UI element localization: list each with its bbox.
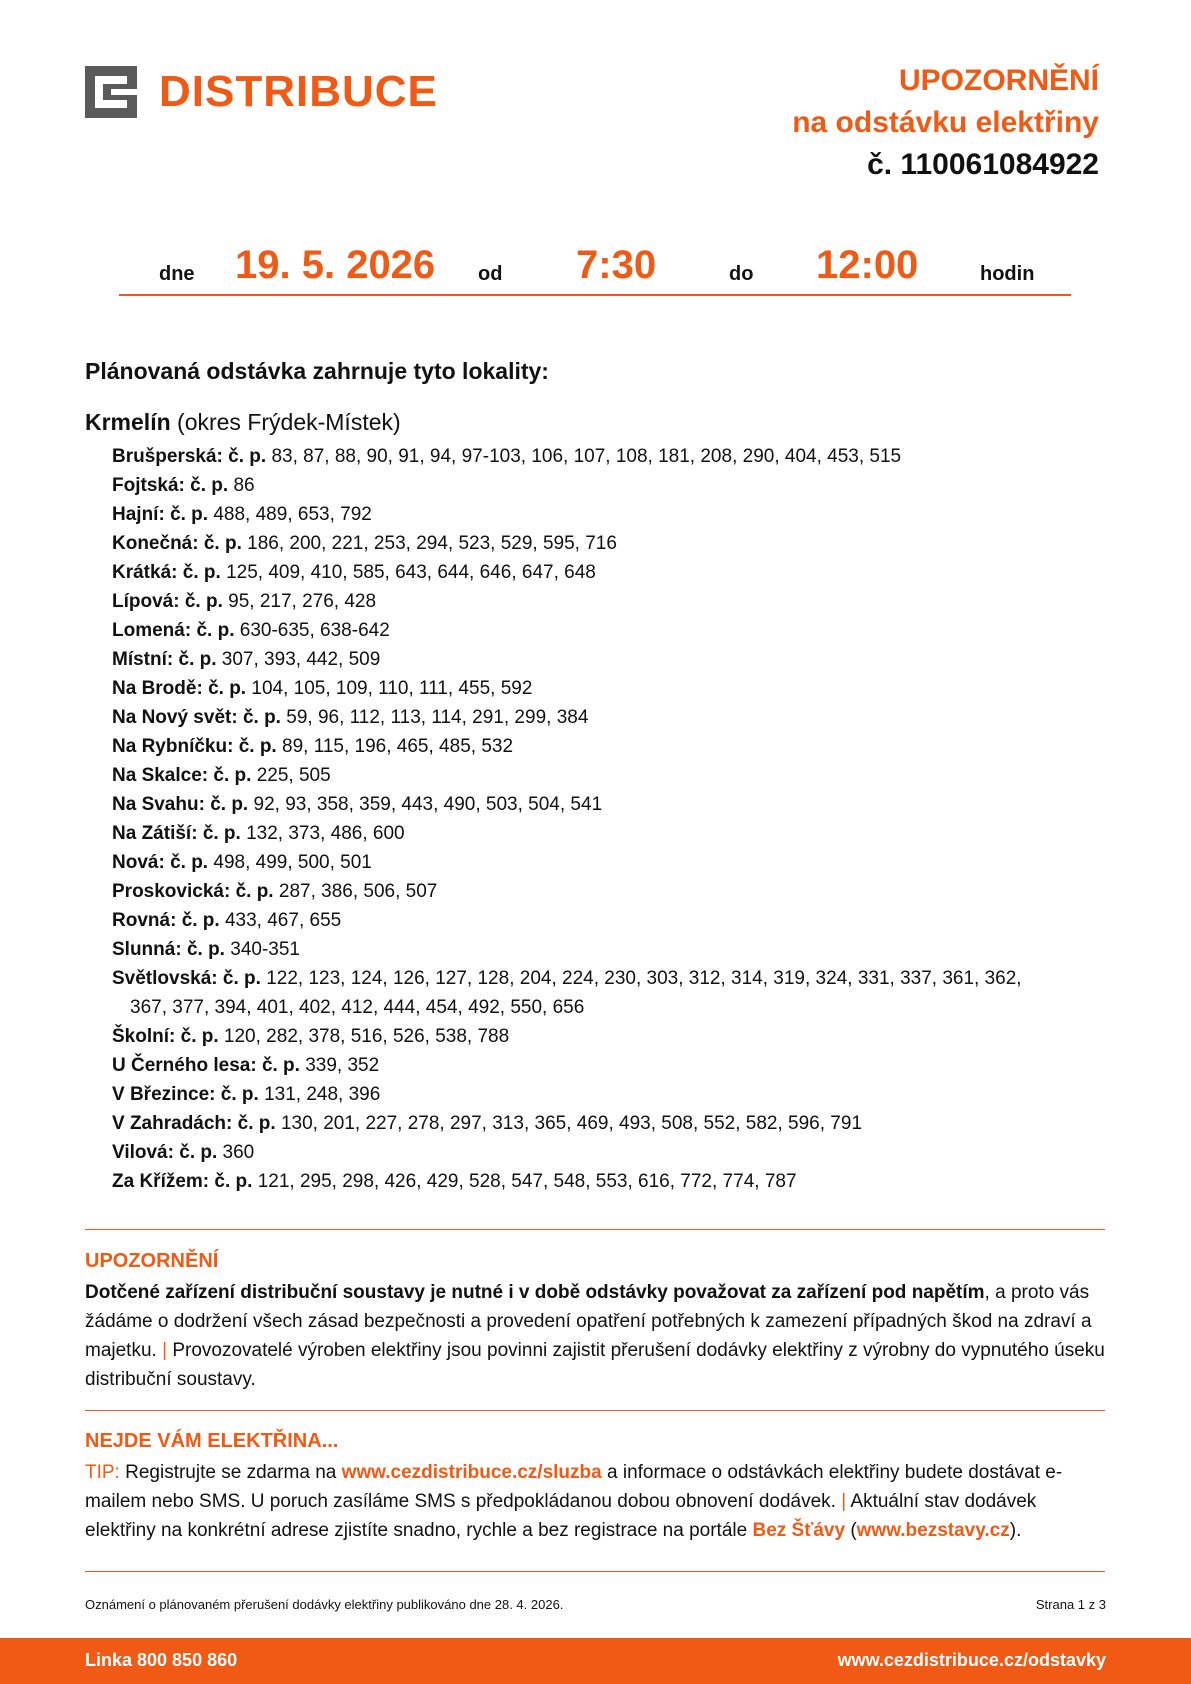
hotline: Linka 800 850 860	[85, 1650, 238, 1670]
house-numbers: 131, 248, 396	[264, 1084, 381, 1105]
house-numbers: 498, 499, 500, 501	[213, 852, 372, 873]
cp-label: č. p.	[181, 910, 220, 931]
separator: |	[841, 1491, 847, 1512]
cp-label: č. p.	[228, 446, 267, 467]
street-row	[112, 1080, 1072, 1109]
street-name: Proskovická:	[112, 881, 231, 902]
town-district: (okres Frýdek-Místek)	[170, 409, 401, 435]
divider	[85, 1410, 1105, 1411]
street-name: Na Skalce:	[112, 765, 209, 786]
cp-label: č. p.	[210, 794, 249, 815]
street-row	[112, 1109, 1072, 1138]
cp-label: č. p.	[170, 852, 209, 873]
street-row	[112, 790, 1072, 819]
no-power-title: NEJDE VÁM ELEKTŘINA...	[85, 1430, 339, 1452]
cp-label: č. p.	[179, 1142, 218, 1163]
from-label: od	[478, 263, 503, 285]
street-row	[112, 1051, 1072, 1080]
cp-label: č. p.	[180, 1026, 219, 1047]
outage-date: 19. 5. 2026	[235, 243, 436, 287]
street-name: Za Křížem:	[112, 1171, 210, 1192]
street-name: Školní:	[112, 1026, 176, 1047]
street-name: Místní:	[112, 649, 174, 670]
cp-label: č. p.	[214, 1171, 253, 1192]
cp-label: č. p.	[196, 620, 235, 641]
separator: |	[162, 1340, 168, 1361]
house-numbers: 360	[222, 1142, 255, 1163]
cp-label: č. p.	[238, 736, 277, 757]
portal-name: Bez Šťávy	[752, 1520, 846, 1541]
warning-text	[85, 1278, 1110, 1394]
paren-open: (	[850, 1520, 857, 1541]
cp-label: č. p.	[202, 823, 241, 844]
logo-mark-icon	[85, 66, 137, 118]
street-row	[112, 616, 1072, 645]
street-name: Slunná:	[112, 939, 182, 960]
cp-label: č. p.	[203, 533, 242, 554]
publication-note: Oznámení o plánovaném přerušení dodávky elektřiny publikováno dne 28. 4. 2026.	[85, 1597, 564, 1612]
house-numbers-continued: 367, 377, 394, 401, 402, 412, 444, 454, 492, 550, 656	[130, 997, 585, 1018]
tip-label: TIP:	[85, 1462, 120, 1483]
outage-schedule	[119, 238, 1071, 296]
no-power-text	[85, 1458, 1110, 1545]
house-numbers: 122, 123, 124, 126, 127, 128, 204, 224, 230, 303, 312, 314, 319, 324, 331, 337, 361, 362,	[266, 968, 1022, 989]
house-numbers: 433, 467, 655	[224, 910, 342, 931]
street-row	[112, 877, 1072, 906]
hours-label: hodin	[980, 263, 1035, 285]
no-power-text-1: Registrujte se zdarma na	[125, 1462, 337, 1483]
cp-label: č. p.	[237, 1113, 276, 1134]
footer-website-link[interactable]: www.cezdistribuce.cz/odstavky	[837, 1650, 1106, 1670]
cp-label: č. p.	[186, 939, 225, 960]
portal-link[interactable]: www.bezstavy.cz	[856, 1520, 1010, 1541]
house-numbers: 339, 352	[305, 1055, 380, 1076]
street-name: V Zahradách:	[112, 1113, 233, 1134]
paren-close: ).	[1009, 1520, 1022, 1541]
house-numbers: 125, 409, 410, 585, 643, 644, 646, 647, 648	[226, 562, 596, 583]
street-name: Vilová:	[112, 1142, 174, 1163]
cp-label: č. p.	[190, 475, 229, 496]
company-logo	[85, 65, 438, 119]
street-row	[112, 848, 1072, 877]
cp-label: č. p.	[242, 707, 281, 728]
street-name: Na Brodě:	[112, 678, 203, 699]
cp-label: č. p.	[261, 1055, 300, 1076]
house-numbers: 95, 217, 276, 428	[228, 591, 377, 612]
house-numbers: 287, 386, 506, 507	[278, 881, 438, 902]
footer-bar	[0, 1638, 1191, 1684]
street-row	[112, 935, 1072, 964]
town-name: Krmelín	[85, 409, 171, 435]
cp-label: č. p.	[220, 1084, 259, 1105]
street-name: Na Zátiší:	[112, 823, 198, 844]
house-numbers: 488, 489, 653, 792	[213, 504, 372, 525]
cp-label: č. p.	[235, 881, 274, 902]
street-row	[112, 587, 1072, 616]
street-row	[112, 819, 1072, 848]
divider	[85, 1229, 1105, 1230]
notice-title-line2: na odstávku elektřiny	[792, 106, 1099, 139]
street-row	[112, 529, 1072, 558]
street-name: Nová:	[112, 852, 165, 873]
street-list	[112, 442, 1072, 1196]
localities-heading: Plánovaná odstávka zahrnuje tyto lokality:	[85, 358, 549, 384]
street-row	[112, 1138, 1072, 1167]
street-name: U Černého lesa:	[112, 1055, 257, 1076]
page-number: Strana 1 z 3	[1035, 1597, 1106, 1612]
street-name: Krátká:	[112, 562, 178, 583]
house-numbers: 59, 96, 112, 113, 114, 291, 299, 384	[286, 707, 589, 728]
cp-label: č. p.	[170, 504, 209, 525]
street-row	[112, 1167, 1072, 1196]
warning-title: UPOZORNĚNÍ	[85, 1250, 219, 1272]
outage-to-time: 12:00	[816, 243, 919, 287]
street-row	[112, 674, 1072, 703]
warning-text-2: Provozovatelé výroben elektřiny jsou povinni zajistit přerušení dodávky elektřiny z výrobny do vypnutého úseku distribuční soustavy.	[85, 1340, 1105, 1390]
house-numbers: 307, 393, 442, 509	[221, 649, 381, 670]
street-name: Na Rybníčku:	[112, 736, 234, 757]
no-power-text-2: a informace o odstávkách elektřiny budete dostávat e-mailem nebo SMS. U poruch zasíláme SMS s předpokládanou dobou obnovení dodávek.	[85, 1462, 1063, 1512]
street-row	[112, 471, 1072, 500]
to-label: do	[729, 263, 754, 285]
street-row	[112, 906, 1072, 935]
notice-number: č. 110061084922	[867, 148, 1099, 181]
street-name: Lípová:	[112, 591, 180, 612]
street-name: Konečná:	[112, 533, 199, 554]
cp-label: č. p.	[222, 968, 261, 989]
street-row	[112, 645, 1072, 674]
house-numbers: 86	[233, 475, 255, 496]
cp-label: č. p.	[178, 649, 217, 670]
street-row	[112, 964, 1072, 1022]
house-numbers: 89, 115, 196, 465, 485, 532	[282, 736, 514, 757]
street-name: Na Svahu:	[112, 794, 205, 815]
street-name: V Březince:	[112, 1084, 216, 1105]
street-name: Na Nový svět:	[112, 707, 238, 728]
house-numbers: 186, 200, 221, 253, 294, 523, 529, 595, 716	[247, 533, 617, 554]
house-numbers: 120, 282, 378, 516, 526, 538, 788	[223, 1026, 510, 1047]
street-row	[112, 761, 1072, 790]
logo-text: DISTRIBUCE	[159, 67, 438, 116]
warning-text-1: , a proto vás žádáme o dodržení všech zásad bezpečnosti a provedení opatření potřebných k zamezení případných škod na zdraví a majetku.	[85, 1282, 1092, 1361]
street-name: Hajní:	[112, 504, 165, 525]
town-line	[85, 409, 401, 436]
notice-title	[792, 60, 1099, 186]
house-numbers: 225, 505	[256, 765, 331, 786]
house-numbers: 104, 105, 109, 110, 111, 455, 592	[251, 678, 533, 699]
cp-label: č. p.	[208, 678, 247, 699]
house-numbers: 92, 93, 358, 359, 443, 490, 503, 504, 541	[253, 794, 603, 815]
warning-bold-text: Dotčené zařízení distribuční soustavy je nutné i v době odstávky považovat za zařízení pod napětím	[85, 1282, 985, 1303]
house-numbers: 121, 295, 298, 426, 429, 528, 547, 548, 553, 616, 772, 774, 787	[257, 1171, 797, 1192]
street-row	[112, 500, 1072, 529]
street-row	[112, 732, 1072, 761]
house-numbers: 130, 201, 227, 278, 297, 313, 365, 469, 493, 508, 552, 582, 596, 791	[280, 1113, 863, 1134]
street-row	[112, 703, 1072, 732]
street-row	[112, 442, 1072, 471]
registration-link[interactable]: www.cezdistribuce.cz/sluzba	[341, 1462, 602, 1483]
house-numbers: 340-351	[230, 939, 300, 960]
street-row	[112, 1022, 1072, 1051]
notice-title-line1: UPOZORNĚNÍ	[898, 64, 1099, 97]
house-numbers: 132, 373, 486, 600	[246, 823, 405, 844]
street-name: Světlovská:	[112, 968, 218, 989]
date-label: dne	[159, 263, 195, 285]
street-name: Rovná:	[112, 910, 177, 931]
divider	[85, 1571, 1105, 1572]
house-numbers: 630-635, 638-642	[239, 620, 390, 641]
cp-label: č. p.	[213, 765, 252, 786]
cp-label: č. p.	[182, 562, 221, 583]
street-name: Fojtská:	[112, 475, 185, 496]
street-name: Lomená:	[112, 620, 192, 641]
outage-from-time: 7:30	[576, 243, 657, 287]
street-name: Brušperská:	[112, 446, 223, 467]
house-numbers: 83, 87, 88, 90, 91, 94, 97-103, 106, 107, 108, 181, 208, 290, 404, 453, 515	[271, 446, 902, 467]
cp-label: č. p.	[184, 591, 223, 612]
street-row	[112, 558, 1072, 587]
no-power-text-3: Aktuální stav dodávek elektřiny na konkrétní adrese zjistíte snadno, rychle a bez registrace na portále	[85, 1491, 1037, 1541]
